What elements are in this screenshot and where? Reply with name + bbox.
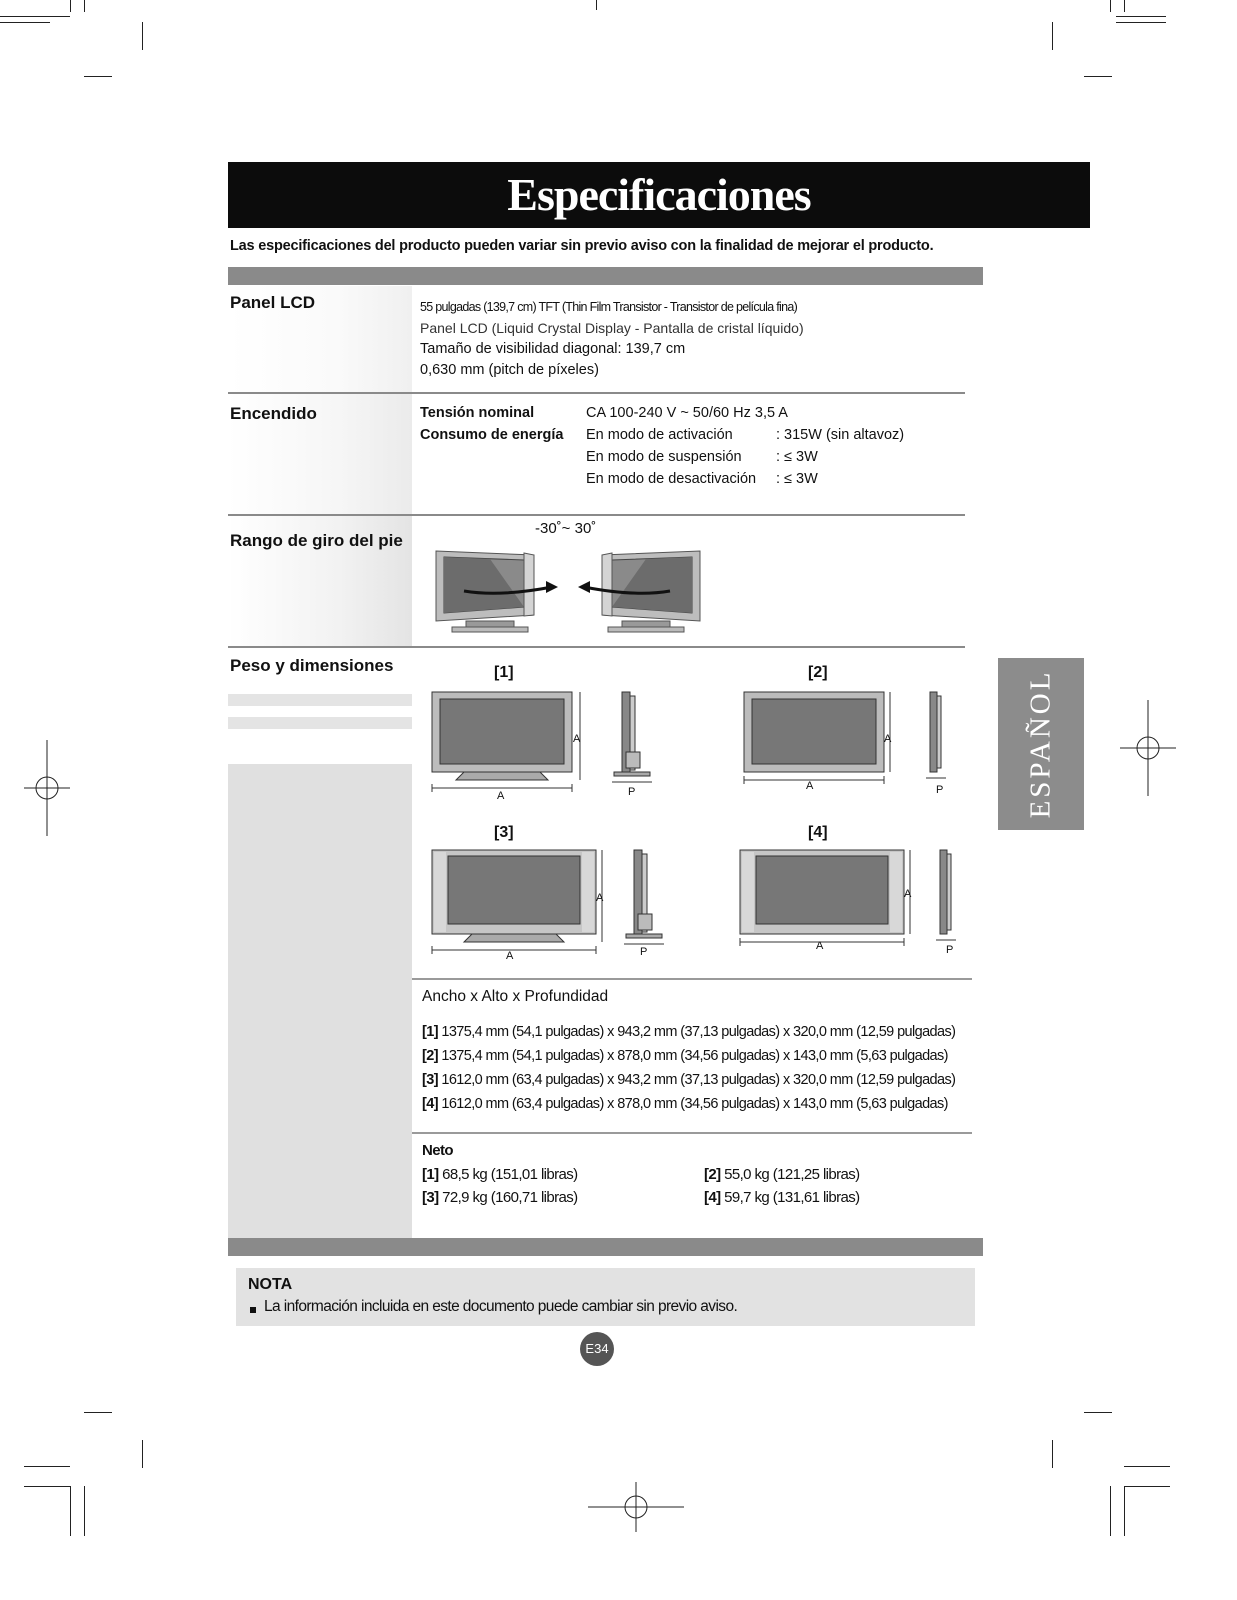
swivel-illustration [430, 545, 720, 635]
power-mode-off: En modo de desactivación [586, 471, 757, 487]
power-mode-standby-value: : ≤ 3W [776, 449, 818, 465]
weight-row [704, 1189, 860, 1206]
section-label-weight-dimensions: Peso y dimensiones [230, 656, 394, 675]
language-tab [998, 658, 1084, 830]
dim-a-label: A [497, 790, 505, 802]
registration-mark-right [1120, 700, 1176, 796]
power-mode-on-value: : 315W (sin altavoz) [776, 427, 905, 443]
bullet-icon [250, 1307, 256, 1313]
dim-a-label: A [806, 780, 814, 792]
dimension-row [422, 1048, 948, 1064]
page-title: Especificaciones [507, 169, 811, 220]
model-4-side-drawing [934, 848, 964, 948]
weight-value: 68,5 kg (151,01 libras) [442, 1166, 578, 1183]
dimension-value: 1375,4 mm (54,1 pulgadas) x 878,0 mm (34,56 pulgadas) x 143,0 mm (5,63 pulgadas) [441, 1048, 948, 1064]
note-box [236, 1268, 975, 1326]
power-consumption-label: Consumo de energía [420, 427, 564, 443]
model-4-front-drawing [736, 846, 916, 950]
dimension-value: 1375,4 mm (54,1 pulgadas) x 943,2 mm (37,13 pulgadas) x 320,0 mm (12,59 pulgadas) [441, 1024, 956, 1040]
page-number: E34 [580, 1332, 614, 1366]
model-1-front-drawing [428, 688, 588, 796]
swivel-range: -30˚~ 30˚ [535, 520, 597, 537]
table-bottom-band [228, 1238, 983, 1256]
dim-a-label: A [904, 888, 912, 900]
dimensions-heading: Ancho x Alto x Profundidad [422, 988, 609, 1005]
weight-tag: [1] [422, 1166, 439, 1183]
dim-a-label: A [884, 733, 892, 745]
dim-p-label: P [640, 946, 648, 958]
panel-line-4: 0,630 mm (pitch de píxeles) [420, 362, 599, 378]
power-mode-off-value: : ≤ 3W [776, 471, 818, 487]
dimension-row [422, 1096, 948, 1112]
rated-voltage-label: Tensión nominal [420, 405, 535, 421]
divider [228, 646, 965, 648]
dimension-row [422, 1024, 955, 1040]
model-label-2: [2] [808, 664, 828, 681]
dim-a-label: A [573, 733, 581, 745]
weight-row [422, 1166, 578, 1183]
dimension-value: 1612,0 mm (63,4 pulgadas) x 943,2 mm (37,13 pulgadas) x 320,0 mm (12,59 pulgadas) [441, 1072, 956, 1088]
left-shade-5 [228, 764, 412, 1240]
rated-voltage-value: CA 100-240 V ~ 50/60 Hz 3,5 A [586, 405, 788, 421]
section-label-panel-lcd: Panel LCD [230, 293, 316, 312]
dimension-row [422, 1072, 955, 1088]
model-1-side-drawing [610, 690, 660, 790]
left-stripe-a [228, 694, 412, 706]
language-tab-label: ESPAÑOL [1024, 669, 1057, 819]
divider [228, 392, 965, 394]
divider [412, 978, 972, 980]
panel-line-1: 55 pulgadas (139,7 cm) TFT (Thin Film Transistor - Transistor de película fina) [420, 300, 798, 314]
dimension-tag: [3] [422, 1072, 438, 1088]
neto-label: Neto [422, 1142, 453, 1159]
dim-a-label: A [816, 940, 824, 952]
registration-mark-bottom [588, 1482, 684, 1532]
divider [228, 514, 965, 516]
power-mode-standby: En modo de suspensión [586, 449, 742, 465]
dimension-tag: [2] [422, 1048, 438, 1064]
weight-tag: [4] [704, 1189, 721, 1206]
weight-tag: [2] [704, 1166, 721, 1183]
weight-row [422, 1189, 578, 1206]
model-label-1: [1] [494, 664, 514, 681]
registration-mark-left [24, 740, 70, 836]
panel-line-3: Tamaño de visibilidad diagonal: 139,7 cm [420, 341, 686, 357]
model-3-side-drawing [622, 848, 672, 952]
title-bar [228, 162, 1090, 228]
section-label-swivel: Rango de giro del pie [230, 531, 403, 550]
note-title: NOTA [248, 1276, 293, 1293]
dim-p-label: P [946, 944, 954, 956]
dimension-tag: [1] [422, 1024, 438, 1040]
dim-p-label: P [628, 786, 636, 798]
dimension-tag: [4] [422, 1096, 438, 1112]
note-text: La información incluida en este documento puede cambiar sin previo aviso. [264, 1298, 738, 1315]
weight-value: 59,7 kg (131,61 libras) [724, 1189, 860, 1206]
model-label-4: [4] [808, 824, 828, 841]
weight-row [704, 1166, 860, 1183]
table-top-band [228, 267, 983, 285]
dim-a-label: A [506, 950, 514, 962]
model-label-3: [3] [494, 824, 514, 841]
weight-value: 55,0 kg (121,25 libras) [724, 1166, 860, 1183]
dim-p-label: P [936, 784, 944, 796]
weight-tag: [3] [422, 1189, 439, 1206]
dim-a-label: A [596, 892, 604, 904]
panel-line-2: Panel LCD (Liquid Crystal Display - Pantalla de cristal líquido) [420, 320, 804, 336]
model-2-side-drawing [924, 690, 954, 790]
dimension-value: 1612,0 mm (63,4 pulgadas) x 878,0 mm (34,56 pulgadas) x 143,0 mm (5,63 pulgadas) [441, 1096, 948, 1112]
left-stripe-b [228, 717, 412, 729]
divider [412, 1132, 972, 1134]
weight-value: 72,9 kg (160,71 libras) [442, 1189, 578, 1206]
page-subtitle: Las especificaciones del producto pueden variar sin previo aviso con la finalidad de mejorar el producto. [230, 238, 934, 254]
power-mode-on: En modo de activación [586, 427, 733, 443]
section-label-encendido: Encendido [230, 404, 317, 423]
model-2-front-drawing [740, 688, 900, 788]
model-3-front-drawing [428, 846, 608, 958]
